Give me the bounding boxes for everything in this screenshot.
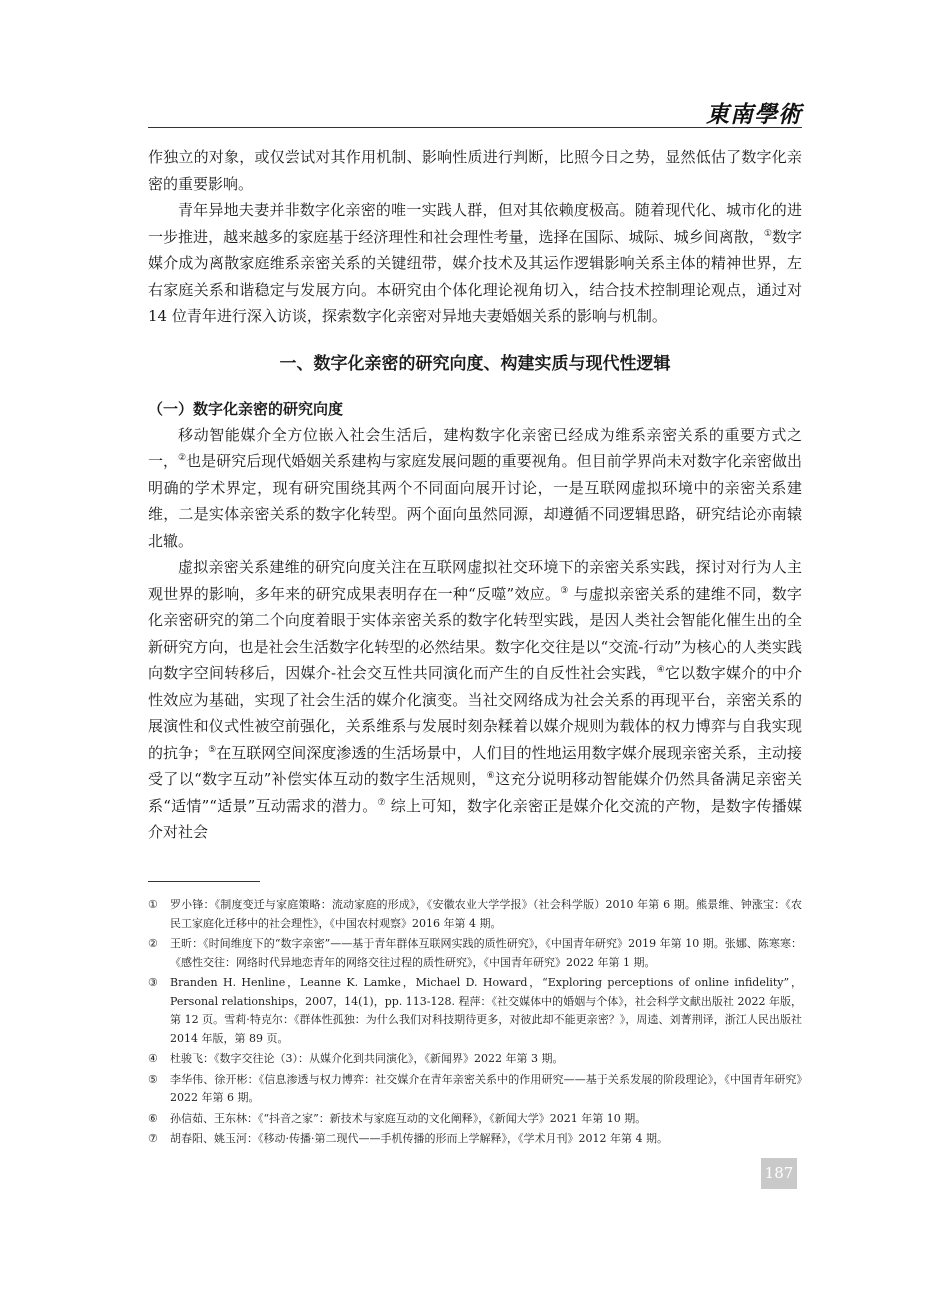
footnote-number: ⑤ <box>148 1072 158 1086</box>
subsection-title: （一）数字化亲密的研究向度 <box>148 399 344 418</box>
footnote <box>148 1050 802 1069</box>
footnote-ref-7: ⑦ <box>377 797 386 808</box>
paragraph-2-part-b: 数字媒介成为离散家庭维系亲密关系的关键纽带，媒介技术及其运作逻辑影响关系主体的精神世界，左右家庭关系和谐稳定与发展方向。本研究由个体化理论视角切入，结合技术控制理论观点，通过对 14 位青年进行深入访谈，探索数字化亲密对异地夫妻婚姻关系的影响与机制。 <box>148 227 802 325</box>
footnote-text: 孙信茹、王东林：《“抖音之家”：新技术与家庭互动的文化阐释》，《新闻大学》2021 年第 10 期。 <box>170 1111 647 1125</box>
footnote-text: Branden H. Henline，Leanne K. Lamke，Michael D. Howard，“Exploring perceptions of online infidelity”，Personal relationships，2007，14(1)，pp. 113-128. 程萍：《社交媒体中的婚姻与个体》，社会科学文献出版社 2022 年版，第 12 页。雪莉·特克尔：《群体性孤独：为什么我们对科技期待更多，对彼此却不能更亲密？》，周逵、刘菁荆译，浙江人民出版社 2014 年版，第 89 页。 <box>170 976 802 1045</box>
footnote-text: 王昕：《时间维度下的“数字亲密”——基于青年群体互联网实践的质性研究》，《中国青年研究》2019 年第 10 期。张娜、陈寒寒：《感性交往：网络时代异地恋青年的网络交往过程的质性研究》，《中国青年研究》2022 年第 1 期。 <box>170 937 802 969</box>
paragraph-2-part-a: 青年异地夫妻并非数字化亲密的唯一实践人群，但对其依赖度极高。随着现代化、城市化的进一步推进，越来越多的家庭基于经济理性和社会理性考量，选择在国际、城际、城乡间离散， <box>148 201 802 246</box>
footnote <box>148 935 802 972</box>
footnote-ref-1: ① <box>763 228 772 239</box>
paragraph-4-part-d: 在互联网空间深度渗透的生活场景中，人们目的性地运用数字媒介展现亲密关系，主动接受了以“数字互动”补偿实体互动的数字生活规则， <box>148 743 802 788</box>
paragraph-4 <box>148 554 802 846</box>
footnote <box>148 974 802 1048</box>
footnote-ref-5: ⑤ <box>208 744 217 755</box>
footnote-text: 罗小锋：《制度变迁与家庭策略：流动家庭的形成》，《安徽农业大学学报》（社会科学版）2010 年第 6 期。熊景维、钟涨宝：《农民工家庭化迁移中的社会理性》，《中国农村观察》2016 年第 4 期。 <box>170 898 802 930</box>
footnote-number: ② <box>148 937 158 950</box>
footnote-ref-6: ⑥ <box>486 771 496 781</box>
footnote-text: 李华伟、徐开彬：《信息渗透与权力博弈：社交媒介在青年亲密关系中的作用研究——基于关系发展的阶段理论》，《中国青年研究》2022 年第 6 期。 <box>170 1072 802 1104</box>
page-number: 187 <box>761 1158 797 1189</box>
section-title: 一、数字化亲密的研究向度、构建实质与现代性逻辑 <box>279 353 671 374</box>
paragraph-2 <box>148 197 802 330</box>
paragraph-4-part-a: 虚拟亲密关系建维的研究向度关注在互联网虚拟社交环境下的亲密关系实践，探讨对行为人主观世界的影响，多年来的研究成果表明存在一种“反噬”效应。 <box>148 558 802 603</box>
paragraph-3-part-a: 移动智能媒介全方位嵌入社会生活后，建构数字化亲密已经成为维系亲密关系的重要方式之一， <box>148 425 802 470</box>
footnote-number: ① <box>148 898 158 911</box>
paragraph-3-part-b: 也是研究后现代婚姻关系建构与家庭发展问题的重要视角。但目前学界尚未对数字化亲密做出明确的学术界定，现有研究围绕其两个不同面向展开讨论，一是互联网虚拟环境中的亲密关系建维，二是实体亲密关系的数字化转型。两个面向虽然同源，却遵循不同逻辑思路，研究结论亦南辕北辙。 <box>148 452 802 550</box>
footnote-number: ④ <box>148 1052 158 1065</box>
header-rule <box>148 127 802 128</box>
footnote-rule <box>148 881 260 882</box>
footnote-ref-2: ② <box>178 453 187 463</box>
paragraph-1: 作独立的对象，或仅尝试对其作用机制、影响性质进行判断，比照今日之势，显然低估了数字化亲密的重要影响。 <box>148 148 802 193</box>
journal-logo: 東南學術 <box>706 101 802 128</box>
footnote-number: ⑦ <box>148 1132 158 1145</box>
footnotes <box>148 896 802 1151</box>
paragraph-4-part-b: 与虚拟亲密关系的建维不同，数字化亲密研究的第二个向度着眼于实体亲密关系的数字化转型实践，是因人类社会智能化催生出的全新研究方向，也是社会生活数字化转型的必然结果。数字化交往是以“交流-行动”为核心的人类实践向数字空间转移后，因媒介-社会交互性共同演化而产生的自反性社会实践， <box>148 584 802 682</box>
paragraph-4-part-f: 综上可知，数字化亲密正是媒介化交流的产物，是数字传播媒介对社会 <box>148 796 802 841</box>
footnote <box>148 1110 802 1129</box>
footnote <box>148 1071 802 1108</box>
footnote-text: 杜骏飞：《数字交往论（3）：从媒介化到共同演化》，《新闻界》2022 年第 3 期。 <box>170 1052 564 1065</box>
footnote-ref-3: ③ <box>560 585 569 596</box>
footnote-text: 胡春阳、姚玉河：《移动·传播·第二现代——手机传播的形而上学解释》，《学术月刊》2012 年第 4 期。 <box>170 1132 668 1145</box>
paragraph-3 <box>148 422 802 555</box>
footnote-number: ③ <box>148 976 158 989</box>
footnote-number: ⑥ <box>148 1111 158 1125</box>
paragraph-4-part-e: 这充分说明移动智能媒介仍然具备满足亲密关系“适情”“适景”互动需求的潜力。 <box>148 770 802 815</box>
footnote <box>148 1130 802 1149</box>
footnote-ref-4: ④ <box>656 665 665 675</box>
main-text <box>148 144 802 846</box>
paragraph-4-part-c: 它以数字媒介的中介性效应为基础，实现了社会生活的媒介化演变。当社交网络成为社会关系的再现平台，亲密关系的展演性和仪式性被空前强化，关系维系与发展时刻杂糅着以媒介规则为载体的权力博弈与自我实现的抗争； <box>148 664 802 762</box>
footnote <box>148 896 802 933</box>
